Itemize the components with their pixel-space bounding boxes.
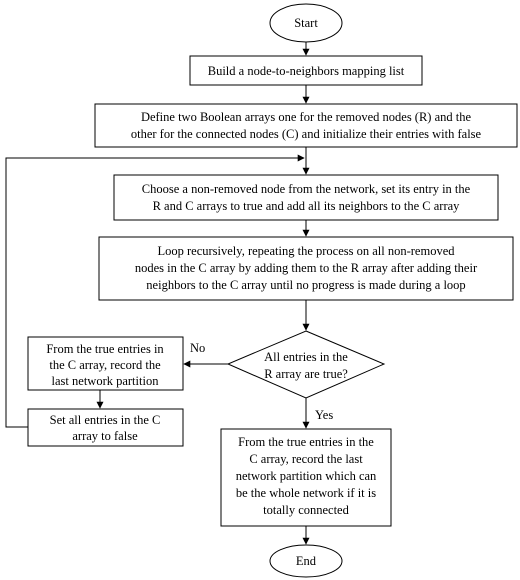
loop-recursive-box: [99, 237, 513, 300]
start-node: [270, 4, 342, 42]
define-arrays-box: [95, 104, 517, 147]
choose-node-line-1: Choose a non-removed node from the network, set its entry in the: [141, 182, 471, 196]
end-node: [270, 545, 342, 577]
start-label: Start: [294, 16, 318, 30]
reset-c-line-1: Set all entries in the C: [49, 413, 161, 427]
final-partition-line-1: From the true entries in the: [238, 435, 374, 449]
define-arrays-line-1: Define two Boolean arrays one for the removed nodes (R) and the: [140, 110, 472, 124]
record-partition-line-3: last network partition: [51, 374, 159, 388]
final-partition-line-2: C array, record the last: [249, 452, 363, 466]
build-mapping-label: Build a node-to-neighbors mapping list: [207, 64, 405, 78]
decision-diamond: [228, 331, 384, 398]
loop-recursive-line-1: Loop recursively, repeating the process on all non-removed: [157, 244, 455, 258]
final-partition-line-4: be the whole network if it is: [235, 486, 377, 500]
end-label: End: [295, 554, 317, 568]
choose-node-box: [114, 175, 498, 220]
yes-label: Yes: [315, 408, 334, 422]
decision-line-2: R array are true?: [264, 367, 348, 381]
reset-c-line-2: array to false: [72, 429, 138, 443]
build-mapping-box: [190, 56, 422, 85]
loop-recursive-line-3: neighbors to the C array until no progress is made during a loop: [146, 278, 466, 292]
final-partition-line-3: network partition which can: [235, 469, 377, 483]
record-partition-line-2: the C array, record the: [49, 358, 161, 372]
record-partition-line-1: From the true entries in: [46, 342, 164, 356]
reset-c-array-box: [28, 409, 183, 446]
choose-node-line-2: R and C arrays to true and add all its neighbors to the C array: [152, 199, 460, 213]
final-partition-line-5: totally connected: [263, 503, 349, 517]
loop-recursive-line-2: nodes in the C array by adding them to the R array after adding their: [134, 261, 478, 275]
decision-line-1: All entries in the: [264, 350, 348, 364]
record-partition-box: [28, 337, 183, 390]
define-arrays-line-2: other for the connected nodes (C) and initialize their entries with false: [130, 127, 482, 141]
no-label: No: [190, 341, 206, 355]
final-partition-box: [221, 429, 391, 526]
